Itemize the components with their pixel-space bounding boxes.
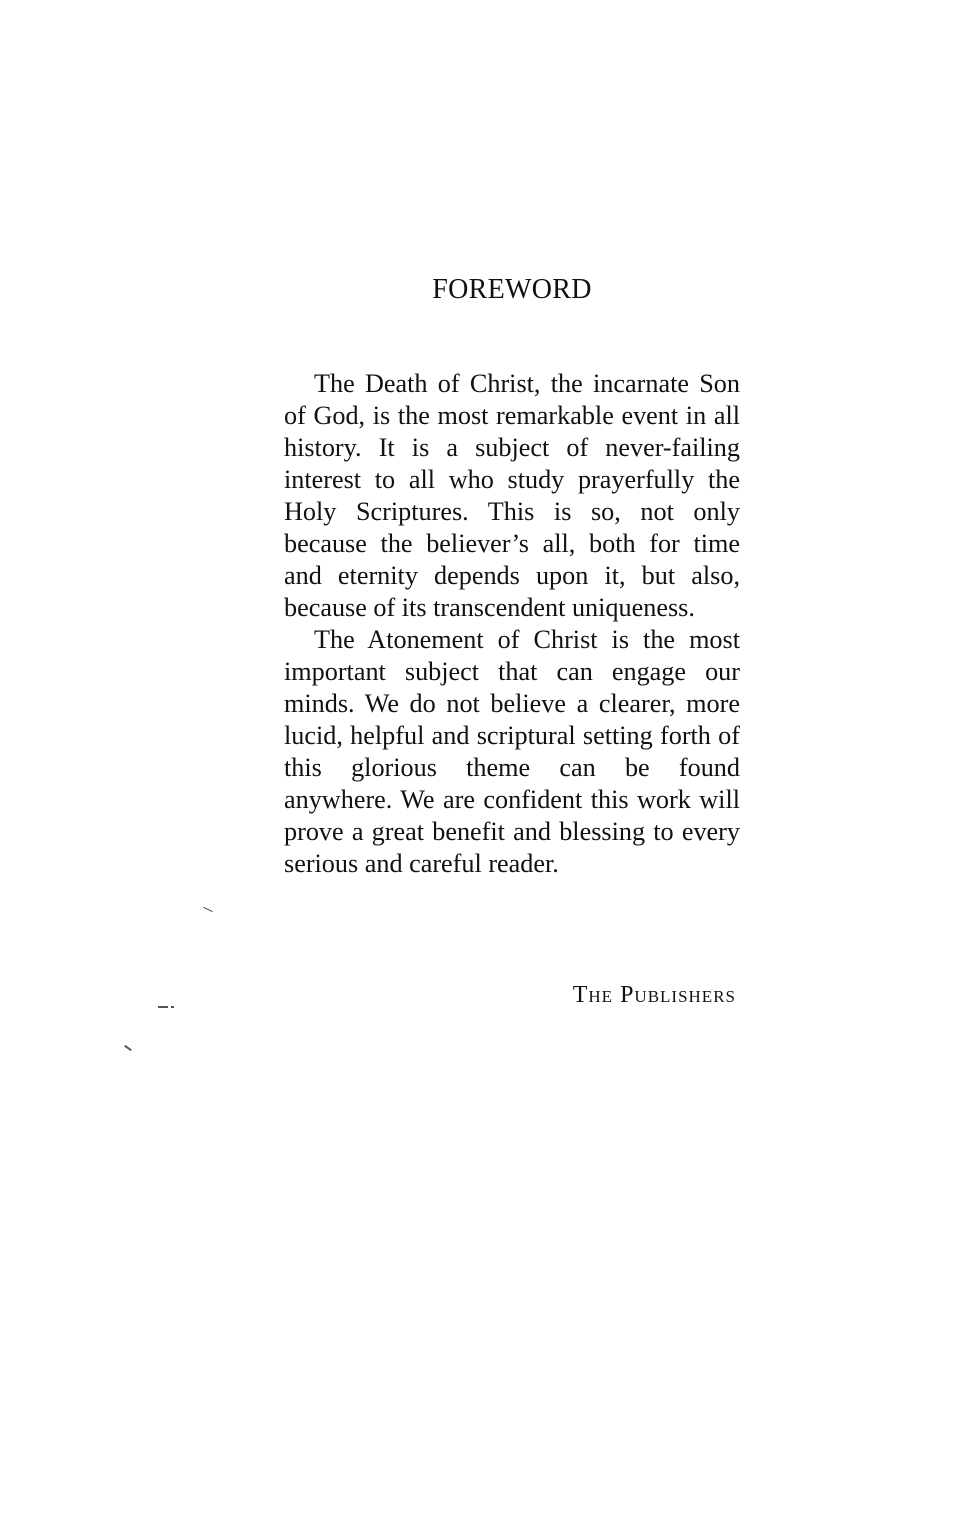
publisher-signature: The Publishers: [572, 982, 736, 1008]
foreword-body: [284, 368, 740, 880]
scan-speck: [171, 1006, 174, 1008]
paragraph-1: The Death of Christ, the incarnate Son of God, is the most remarkable event in all history. It is a subject of never-failing interest to all who study prayerfully the Holy Scriptures. This is so, not only because the believer’s all, both for time and eternity depends upon it, but also, because of its transcendent uniqueness.: [284, 369, 740, 622]
scan-speck: [124, 1045, 132, 1051]
scan-speck: [158, 1006, 168, 1008]
page-title: FOREWORD: [432, 274, 592, 305]
scan-speck: [203, 907, 212, 912]
paragraph-2: The Atonement of Christ is the most important subject that can engage our minds. We do not believe a clearer, more lucid, helpful and scriptural setting forth of this glorious theme can be found anywhere. We are confident this work will prove a great benefit and blessing to every serious and careful reader.: [284, 625, 740, 878]
